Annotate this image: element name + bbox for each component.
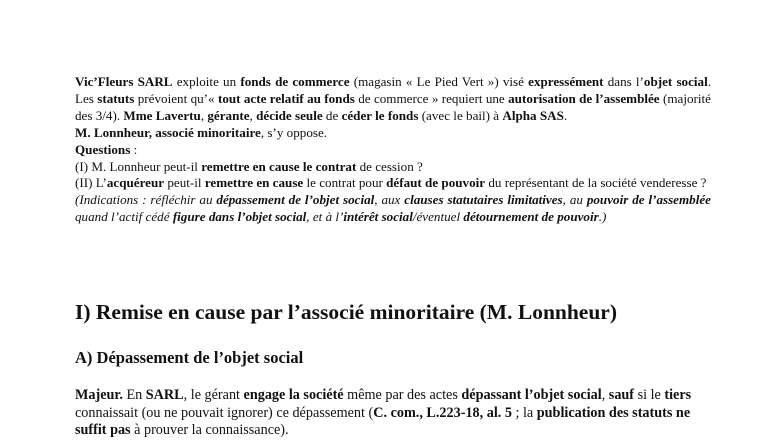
text-run: dans l’: [603, 74, 644, 89]
question-1: [75, 159, 711, 176]
emphasized-text: remettre en cause le contrat: [201, 158, 357, 174]
text-run: ,: [249, 107, 257, 123]
text-run: . Les: [75, 74, 712, 106]
questions-label: [75, 142, 711, 159]
text-run: même par des actes: [343, 387, 462, 403]
emphasized-text: pouvoir de l’assemblée: [586, 192, 711, 208]
emphasized-text: Vic’Fleurs SARL: [75, 74, 173, 89]
emphasized-text: tiers: [664, 387, 692, 403]
section-heading-1: I) Remise en cause par l’associé minoritaire (M. Lonnheur): [75, 300, 618, 324]
questions-colon: :: [130, 141, 138, 157]
document-page: [75, 74, 712, 439]
text-run: connaissait (ou ne pouvait ignorer) ce dépassement (: [75, 404, 374, 421]
text-run: de: [322, 107, 342, 123]
emphasized-text: Majeur.: [75, 387, 123, 403]
emphasized-text: tout acte relatif au fonds: [217, 90, 355, 106]
text-run: , et à l’: [306, 209, 344, 225]
text-run: ,: [601, 387, 609, 403]
emphasized-text: Mme Lavertu: [123, 107, 201, 123]
text-run: quand l’actif cédé: [75, 209, 173, 225]
text-run: prévoient qu’«: [134, 90, 218, 106]
emphasized-text: C. com., L.223-18, al. 5: [373, 404, 512, 421]
emphasized-text: Alpha SAS: [502, 107, 564, 123]
question-2: [75, 175, 711, 192]
text-run: à prouver la connaissance).: [130, 422, 289, 439]
emphasized-text: gérante: [207, 107, 250, 123]
emphasized-text: objet social: [643, 74, 708, 89]
emphasized-text: fonds de commerce: [240, 74, 350, 89]
text-run: si le: [634, 387, 665, 403]
emphasized-text: M. Lonnheur, associé minoritaire: [75, 124, 261, 140]
text-run: , le gérant: [183, 387, 244, 403]
emphasized-text: décide seule: [256, 107, 323, 123]
emphasized-text: remettre en cause: [204, 175, 304, 191]
text-run: .): [598, 209, 607, 225]
emphasized-text: détournement de pouvoir: [463, 209, 599, 225]
text-run: , s’y oppose.: [260, 124, 328, 140]
text-run: (I) M. Lonnheur peut-il: [75, 158, 202, 174]
facts-paragraph: [75, 74, 711, 125]
subsection-heading-a: A) Dépassement de l’objet social: [75, 348, 304, 367]
text-run: , au: [562, 192, 587, 208]
emphasized-text: acquéreur: [106, 175, 165, 191]
emphasized-text: clauses statutaires limitatives: [404, 192, 563, 208]
emphasized-text: céder le fonds: [341, 107, 419, 123]
emphasized-text: autorisation de l’assemblée: [508, 90, 660, 106]
emphasized-text: figure dans l’objet social: [172, 209, 307, 225]
text-run: /éventuel: [412, 209, 464, 225]
emphasized-text: défaut de pouvoir: [386, 175, 486, 191]
text-run: de cession ?: [356, 158, 423, 174]
body-paragraph: [75, 387, 711, 440]
text-run: exploite un: [172, 74, 241, 89]
indications-paragraph: [75, 192, 711, 226]
emphasized-text: intérêt social: [343, 209, 413, 225]
emphasized-text: dépassement de l’objet social: [216, 192, 375, 208]
text-run: En: [122, 387, 146, 403]
text-run: .: [563, 107, 568, 123]
text-run: (avec le bail) à: [418, 107, 503, 123]
text-run: peut-il: [164, 175, 205, 191]
text-run: (majorité des 3/4).: [75, 90, 711, 123]
emphasized-text: statuts: [97, 90, 135, 106]
text-run: (Indications : réfléchir au: [75, 192, 217, 208]
emphasized-text: publication des statuts ne suffit pas: [75, 404, 691, 439]
text-run: de commerce » requiert une: [354, 90, 509, 106]
emphasized-text: expressément: [528, 74, 604, 89]
text-run: (magasin « Le Pied Vert ») visé: [349, 74, 529, 89]
questions-label-text: Questions: [75, 141, 131, 157]
emphasized-text: engage la société: [243, 387, 344, 403]
case-statement: [75, 74, 711, 226]
text-run: , aux: [374, 192, 405, 208]
text-run: le contrat pour: [303, 175, 387, 191]
text-run: du représentant de la société venderesse ?: [485, 175, 707, 191]
text-run: ; la: [511, 404, 537, 421]
opposition-line: [75, 125, 711, 142]
text-run: ,: [200, 107, 208, 123]
text-run: (II) L’: [75, 175, 107, 191]
emphasized-text: sauf: [608, 387, 635, 403]
emphasized-text: dépassant l’objet social: [461, 387, 602, 403]
emphasized-text: SARL: [145, 387, 184, 403]
